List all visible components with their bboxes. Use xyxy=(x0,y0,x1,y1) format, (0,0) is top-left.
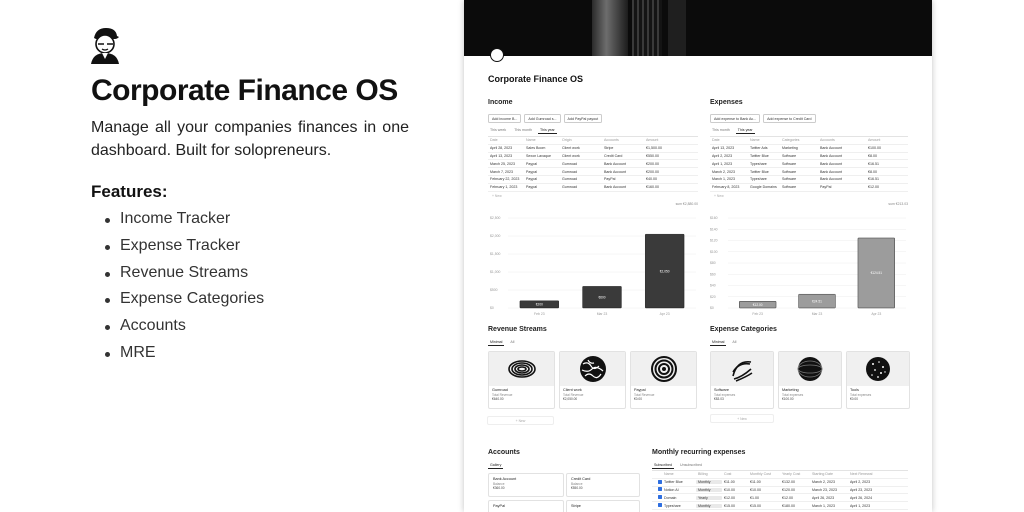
tab-minimal[interactable]: Minimal xyxy=(490,340,503,344)
revenue-streams-tabs xyxy=(488,339,516,346)
bar-label: €2,050 xyxy=(659,269,670,274)
table-cell: Software xyxy=(782,153,797,158)
page-icon[interactable] xyxy=(490,48,504,62)
category-card[interactable] xyxy=(846,351,910,409)
revenue-streams-heading: Revenue Streams xyxy=(488,326,547,333)
table-cell: €40.00 xyxy=(646,177,657,182)
table-cell: Paypal xyxy=(526,161,537,166)
income-new-row[interactable]: + New xyxy=(492,194,502,198)
tab-this-year[interactable]: This year xyxy=(539,128,555,132)
income-tabs xyxy=(488,127,557,134)
checkbox-icon[interactable] xyxy=(652,487,662,492)
column-header[interactable]: Origin xyxy=(562,138,572,143)
twisted-shape-image xyxy=(711,352,773,386)
column-header[interactable]: Cost xyxy=(724,472,732,477)
table-cell: March 7, 2023 xyxy=(490,169,513,174)
rings-sphere-image xyxy=(631,352,696,386)
table-cell: Paypal xyxy=(526,185,537,190)
column-header[interactable]: Monthly Cost xyxy=(750,472,771,477)
tab-minimal[interactable]: Minimal xyxy=(712,340,725,344)
table-row[interactable] xyxy=(710,184,908,192)
y-tick-label: $0 xyxy=(710,306,714,311)
column-header[interactable]: Name xyxy=(526,138,536,143)
table-cell: Sales Boom xyxy=(526,146,546,151)
table-cell: €132.00 xyxy=(782,480,795,485)
mre-table xyxy=(652,470,908,510)
table-cell: Bank Account xyxy=(820,153,842,158)
table-cell: April 13, 2023 xyxy=(490,153,513,158)
table-cell: Paypal xyxy=(526,169,537,174)
table-cell: March 23, 2023 xyxy=(812,487,837,492)
expenses-buttons xyxy=(710,114,816,123)
column-header[interactable]: Billing xyxy=(698,472,708,477)
x-tick-label: Mar 23 xyxy=(811,312,823,316)
account-card[interactable] xyxy=(566,500,640,512)
account-name: Credit Card xyxy=(571,477,591,481)
checkbox-icon[interactable] xyxy=(652,480,662,485)
promo-title: Corporate Finance OS xyxy=(91,74,398,107)
income-table xyxy=(488,136,698,192)
table-cell: €15.00 xyxy=(724,503,735,508)
table-cell: Twitter Blue xyxy=(664,480,683,485)
table-cell: Gumroad xyxy=(562,169,577,174)
bar-label: €24.51 xyxy=(812,299,822,304)
revenue-card[interactable] xyxy=(559,351,626,409)
income-sum: sum €2,880.00 xyxy=(675,202,698,206)
table-cell: Monthly xyxy=(696,488,722,492)
feature-item: Revenue Streams xyxy=(105,260,264,287)
table-cell: Marketing xyxy=(782,146,798,151)
accounts-tabs xyxy=(488,462,503,469)
table-cell: €12.00 xyxy=(868,185,879,190)
table-cell: €15.00 xyxy=(750,503,761,508)
table-cell: €8.00 xyxy=(868,153,877,158)
bar-label: €12.00 xyxy=(752,302,763,307)
table-cell: Client work xyxy=(562,153,580,158)
column-header[interactable]: Starting Date xyxy=(812,472,833,477)
table-cell: €1.00 xyxy=(750,495,759,500)
table-cell: March 1, 2023 xyxy=(712,177,735,182)
table-cell: Software xyxy=(782,161,797,166)
bar-label: €124.51 xyxy=(870,271,883,276)
table-cell: March 2, 2023 xyxy=(712,169,735,174)
table-cell: Gumroad xyxy=(562,177,577,182)
table-cell: April 13, 2023 xyxy=(712,146,735,151)
maze-sphere-image xyxy=(560,352,625,386)
y-tick-label: $500 xyxy=(490,288,498,293)
avatar-icon xyxy=(88,24,122,64)
column-header[interactable]: Date xyxy=(712,138,720,143)
bar-chart-svg xyxy=(708,214,910,318)
card-label: Total Revenue xyxy=(634,393,655,397)
table-header xyxy=(652,471,908,479)
account-value: €360.00 xyxy=(493,486,505,490)
expenses-chart xyxy=(708,214,910,318)
table-cell: Twitter Blue xyxy=(750,153,769,158)
column-header[interactable]: Accounts xyxy=(604,138,619,143)
features-heading: Features: xyxy=(91,182,168,201)
y-tick-label: $0 xyxy=(490,306,494,311)
table-cell: April 23, 2023 xyxy=(850,487,873,492)
table-cell: April 26, 2024 xyxy=(850,495,873,500)
column-header[interactable]: Name xyxy=(664,472,674,477)
y-tick-label: $2,000 xyxy=(490,234,501,239)
x-tick-label: Apr 23 xyxy=(871,312,882,316)
tab-this-year[interactable]: This year xyxy=(737,128,753,132)
column-header[interactable]: Amount xyxy=(646,138,659,143)
table-cell: Typeshare xyxy=(750,161,767,166)
y-tick-label: $1,000 xyxy=(490,270,501,275)
add-expense-card-button[interactable]: Add expense to Credit Card xyxy=(763,114,815,123)
table-row[interactable] xyxy=(710,176,908,184)
table-cell: Monthly xyxy=(696,504,722,508)
table-cell: Typeshare xyxy=(750,177,767,182)
table-cell: €12.00 xyxy=(782,495,793,500)
table-cell: Bank Account xyxy=(820,146,842,151)
table-cell: Gumroad xyxy=(562,185,577,190)
y-tick-label: $40 xyxy=(710,283,716,288)
expenses-tabs xyxy=(710,127,755,134)
y-tick-label: $80 xyxy=(710,261,716,266)
income-chart xyxy=(488,214,700,318)
card-title: Paypal xyxy=(634,388,646,392)
column-header[interactable]: Yearly Cost xyxy=(782,472,801,477)
feature-item: Income Tracker xyxy=(105,206,264,233)
income-heading: Income xyxy=(488,99,513,106)
table-cell: €16.51 xyxy=(868,177,879,182)
table-row[interactable] xyxy=(710,153,908,161)
revenue-card[interactable] xyxy=(488,351,555,409)
expense-categories-gallery xyxy=(710,351,910,409)
table-cell: Domain xyxy=(664,495,677,500)
account-name: Bank Account xyxy=(493,477,517,481)
table-cell: €200.00 xyxy=(646,169,659,174)
card-value: €0.00 xyxy=(634,397,642,401)
table-cell: €160.00 xyxy=(646,185,659,190)
card-title: Gumroad xyxy=(492,388,508,392)
table-cell: Stripe xyxy=(604,146,614,151)
table-cell: Twitter Blue xyxy=(750,169,769,174)
x-tick-label: Mar 23 xyxy=(596,312,608,316)
table-row[interactable] xyxy=(652,479,908,487)
card-value: €100.00 xyxy=(782,397,794,401)
page-title: Corporate Finance OS xyxy=(488,74,584,84)
expenses-new-row[interactable]: + New xyxy=(714,194,724,198)
table-cell: Notion AI xyxy=(664,487,679,492)
column-header[interactable]: Next Renewal xyxy=(850,472,873,477)
table-cell: Bank Account xyxy=(604,185,626,190)
tab-this-week[interactable]: This week xyxy=(490,128,507,132)
mre-heading: Monthly recurring expenses xyxy=(652,449,746,456)
card-label: Total expenses xyxy=(782,393,804,397)
expenses-sum: sum €213.03 xyxy=(888,202,908,206)
expense-categories-tabs xyxy=(710,339,738,346)
table-row[interactable] xyxy=(488,184,698,192)
table-header xyxy=(710,137,908,145)
table-cell: €200.00 xyxy=(646,161,659,166)
tab-this-month[interactable]: This month xyxy=(712,128,730,132)
table-cell: March 25, 2023 xyxy=(490,161,515,166)
table-row[interactable] xyxy=(488,168,698,176)
table-row[interactable] xyxy=(652,502,908,510)
card-value: €2,050.00 xyxy=(563,397,578,401)
table-cell: Bank Account xyxy=(604,169,626,174)
notion-page xyxy=(464,0,932,512)
category-new-card[interactable]: + New xyxy=(710,414,774,423)
table-cell: Typeshare xyxy=(664,503,681,508)
card-title: Marketing xyxy=(782,388,799,392)
column-header[interactable]: Name xyxy=(750,138,760,143)
table-cell: Client work xyxy=(562,146,580,151)
y-tick-label: $1,500 xyxy=(490,252,501,257)
table-cell: €11.00 xyxy=(724,480,735,485)
add-income-bank-button[interactable]: Add income B... xyxy=(488,114,521,123)
table-cell: April 2, 2023 xyxy=(712,153,733,158)
tab-subscribed[interactable]: Subscribed xyxy=(654,463,672,467)
features-list xyxy=(105,206,264,367)
column-header[interactable]: Accounts xyxy=(820,138,835,143)
y-tick-label: $20 xyxy=(710,294,716,299)
x-tick-label: Feb 23 xyxy=(534,312,545,316)
card-title: Client work xyxy=(563,388,582,392)
y-tick-label: $2,500 xyxy=(490,216,501,221)
cover-image xyxy=(464,0,932,56)
table-header xyxy=(488,137,698,145)
card-label: Total expenses xyxy=(714,393,736,397)
table-cell: March 1, 2023 xyxy=(812,503,835,508)
table-cell: February 22, 2023 xyxy=(490,177,520,182)
account-name: Stripe xyxy=(571,504,581,508)
table-row[interactable] xyxy=(710,145,908,153)
mre-tabs xyxy=(652,462,704,469)
table-cell: €1,500.00 xyxy=(646,146,662,151)
table-cell: February 8, 2023 xyxy=(712,185,740,190)
checkbox-icon[interactable] xyxy=(652,503,662,508)
table-cell: Monthly xyxy=(696,480,722,484)
table-cell: April 28, 2023 xyxy=(490,146,513,151)
card-value: €640.00 xyxy=(492,397,504,401)
table-cell: April 1, 2023 xyxy=(850,503,871,508)
noise-sphere-image xyxy=(847,352,909,386)
card-label: Total expenses xyxy=(850,393,872,397)
table-cell: €10.00 xyxy=(724,487,735,492)
category-card[interactable] xyxy=(778,351,842,409)
table-cell: Bank Account xyxy=(820,161,842,166)
tab-all[interactable]: All xyxy=(732,340,737,344)
table-row[interactable] xyxy=(488,145,698,153)
y-tick-label: $160 xyxy=(710,216,718,221)
accounts-heading: Accounts xyxy=(488,449,520,456)
table-row[interactable] xyxy=(488,176,698,184)
promo-panel xyxy=(0,0,450,512)
table-cell: €10.00 xyxy=(750,487,761,492)
table-row[interactable] xyxy=(652,494,908,502)
table-cell: €550.00 xyxy=(646,153,659,158)
column-header[interactable]: Date xyxy=(490,138,498,143)
tab-this-month[interactable]: This month xyxy=(514,128,532,132)
tab-all[interactable]: All xyxy=(510,340,515,344)
table-cell: February 1, 2023 xyxy=(490,185,518,190)
account-label: Balance xyxy=(493,482,505,486)
table-row[interactable] xyxy=(710,160,908,168)
table-cell: Credit Card xyxy=(604,153,623,158)
tab-gallery[interactable]: Gallery xyxy=(490,463,502,467)
revenue-card[interactable] xyxy=(630,351,697,409)
table-cell: Software xyxy=(782,185,797,190)
feature-item: Expense Tracker xyxy=(105,233,264,260)
add-gumroad-button[interactable]: Add Gumroad s... xyxy=(524,114,560,123)
account-value: €550.00 xyxy=(571,486,583,490)
table-cell: Gumroad xyxy=(562,161,577,166)
card-label: Total Revenue xyxy=(492,393,513,397)
table-cell: €180.00 xyxy=(782,503,795,508)
table-cell: April 1, 2023 xyxy=(712,161,733,166)
bar-chart-svg xyxy=(488,214,700,318)
feature-item: Expense Categories xyxy=(105,286,264,313)
card-value: €83.03 xyxy=(714,397,724,401)
table-cell: Bank Account xyxy=(820,169,842,174)
card-value: €0.00 xyxy=(850,397,858,401)
account-card[interactable] xyxy=(566,473,640,497)
table-cell: Sexon Lavaque xyxy=(526,153,551,158)
card-label: Total Revenue xyxy=(563,393,584,397)
add-expense-bank-button[interactable]: Add expense to Bank Ac... xyxy=(710,114,760,123)
table-cell: PayPal xyxy=(604,177,616,182)
card-title: Tools xyxy=(850,388,859,392)
table-cell: April 26, 2023 xyxy=(812,495,835,500)
column-header[interactable]: Amount xyxy=(868,138,881,143)
table-cell: April 2, 2023 xyxy=(850,480,871,485)
y-tick-label: $140 xyxy=(710,227,718,232)
table-cell: €12.00 xyxy=(724,495,735,500)
expenses-table xyxy=(710,136,908,192)
income-buttons xyxy=(488,114,602,123)
table-cell: €100.00 xyxy=(868,146,881,151)
y-tick-label: $60 xyxy=(710,272,716,277)
revenue-streams-gallery xyxy=(488,351,697,409)
bar-label: €600 xyxy=(598,295,606,300)
table-cell: Paypal xyxy=(526,177,537,182)
table-row[interactable] xyxy=(488,160,698,168)
feature-item: Accounts xyxy=(105,313,264,340)
card-title: Software xyxy=(714,388,729,392)
account-label: Balance xyxy=(571,482,583,486)
table-cell: Software xyxy=(782,177,797,182)
table-cell: €8.00 xyxy=(868,169,877,174)
table-cell: €120.00 xyxy=(782,487,795,492)
checkbox-icon[interactable] xyxy=(652,495,662,500)
table-cell: Bank Account xyxy=(604,161,626,166)
table-row[interactable] xyxy=(652,487,908,495)
account-card[interactable] xyxy=(488,500,564,512)
table-cell: March 2, 2023 xyxy=(812,480,835,485)
table-row[interactable] xyxy=(488,153,698,161)
table-cell: Twitter Ads xyxy=(750,146,768,151)
bar-label: €200 xyxy=(535,302,543,307)
column-header[interactable]: Categories xyxy=(782,138,800,143)
table-cell: PayPal xyxy=(820,185,832,190)
y-tick-label: $120 xyxy=(710,238,718,243)
y-tick-label: $100 xyxy=(710,249,718,254)
table-cell: Yearly xyxy=(696,496,722,500)
table-cell: €11.00 xyxy=(750,480,761,485)
account-card[interactable] xyxy=(488,473,564,497)
table-cell: Google Domains xyxy=(750,185,777,190)
x-tick-label: Feb 23 xyxy=(752,312,763,316)
tab-unsubscribed[interactable]: Unsubscribed xyxy=(679,463,702,467)
x-tick-label: Apr 23 xyxy=(659,312,670,316)
table-cell: Bank Account xyxy=(820,177,842,182)
dark-sphere-image xyxy=(779,352,841,386)
table-cell: Software xyxy=(782,169,797,174)
feature-item: MRE xyxy=(105,340,264,367)
account-name: PayPal xyxy=(493,504,506,508)
revenue-new-card[interactable]: + New xyxy=(487,416,554,425)
table-row[interactable] xyxy=(710,168,908,176)
expenses-heading: Expenses xyxy=(710,99,743,106)
expense-categories-heading: Expense Categories xyxy=(710,326,777,333)
spiral-image xyxy=(489,352,554,386)
category-card[interactable] xyxy=(710,351,774,409)
add-paypal-button[interactable]: Add PayPal payout xyxy=(564,114,603,123)
table-cell: €16.51 xyxy=(868,161,879,166)
promo-description: Manage all your companies finances in one dashboard. Built for solopreneurs. xyxy=(91,119,409,159)
